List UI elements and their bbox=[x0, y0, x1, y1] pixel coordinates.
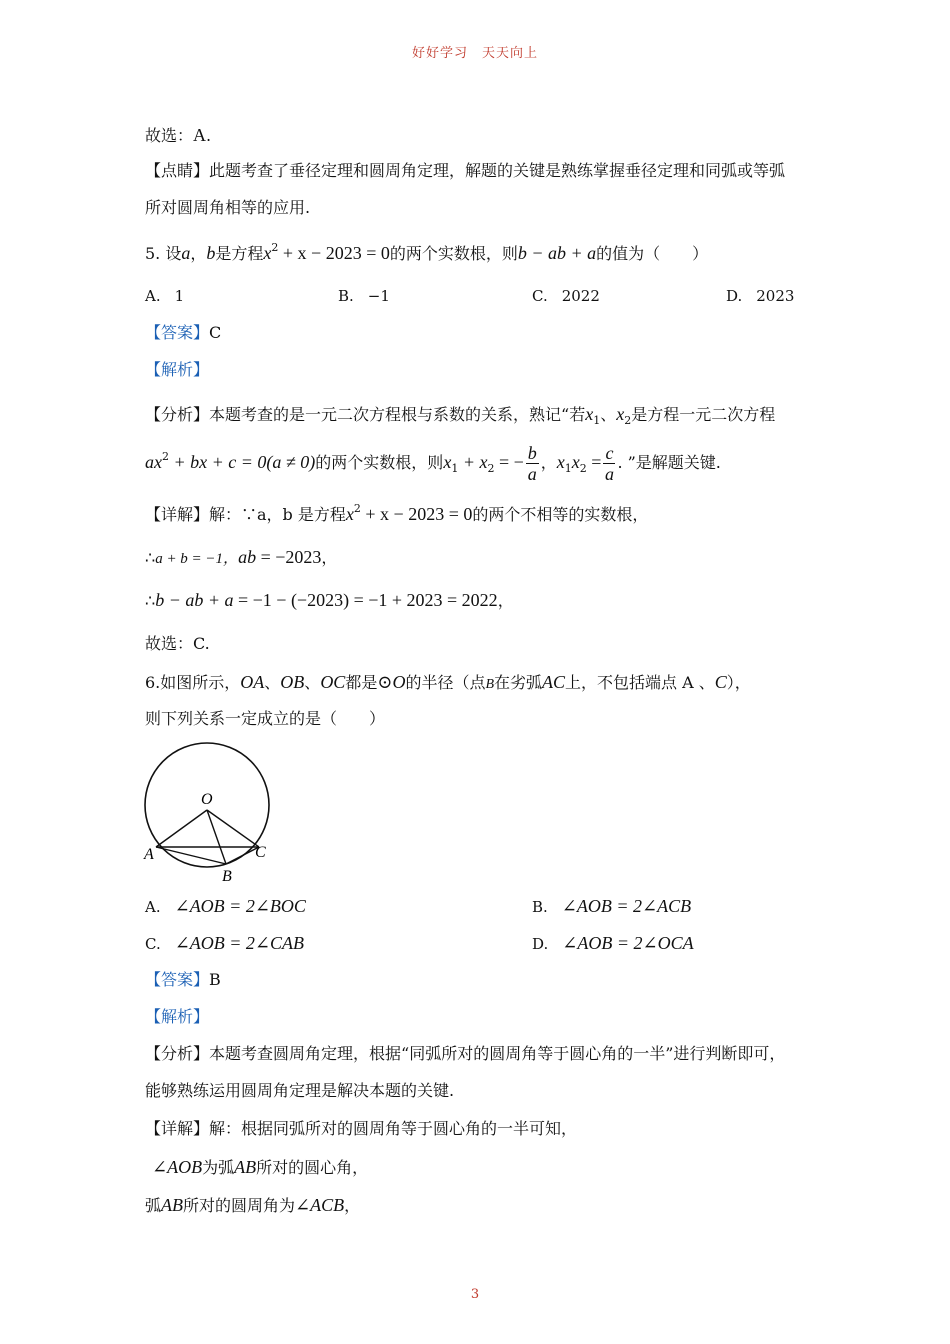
text: . bbox=[206, 126, 212, 145]
q6-option-c bbox=[145, 932, 304, 955]
q6-option-a bbox=[145, 895, 306, 918]
text: 解：根据同弧所对的圆周角等于圆心角的一半可知， bbox=[209, 1119, 578, 1138]
text: 所对的圆周角为 bbox=[183, 1196, 296, 1215]
label-b: B bbox=[222, 868, 232, 885]
numerator: c bbox=[605, 443, 614, 463]
q5-text: 的两个实数根，则 bbox=[389, 244, 518, 263]
option-label: D. bbox=[532, 935, 549, 953]
var: x bbox=[571, 452, 580, 472]
option-value: 1 bbox=[174, 287, 185, 305]
expr: b − ab + a bbox=[517, 243, 597, 263]
q5-fenxi-formula bbox=[145, 440, 721, 485]
fraction-b-a bbox=[526, 443, 539, 484]
fenxi-text: 能够熟练运用圆周角定理是解决本题的关键. bbox=[145, 1081, 455, 1100]
circle-figure bbox=[138, 735, 278, 885]
dianjing-line bbox=[145, 160, 785, 182]
eq: = −2023 bbox=[256, 547, 322, 567]
text: 弧 bbox=[145, 1196, 162, 1215]
eq: = bbox=[586, 452, 602, 472]
option-label: A. bbox=[145, 287, 161, 305]
q6-jiexi bbox=[145, 1006, 209, 1028]
cond: (a ≠ 0) bbox=[266, 452, 316, 472]
eq: = −1 − (−2023) = −1 + 2023 = 2022 bbox=[233, 590, 498, 610]
text: . ”是解题关键. bbox=[617, 453, 721, 472]
var: x bbox=[585, 404, 594, 424]
var: OA bbox=[240, 672, 265, 692]
segment-ob bbox=[207, 810, 226, 864]
eq: + bx + c = 0 bbox=[169, 452, 267, 472]
fenxi-text: 本题考查圆周角定理，根据“同弧所对的圆周角等于圆心角的一半”进行判断即可， bbox=[209, 1044, 786, 1063]
fraction-c-a bbox=[603, 443, 615, 484]
text: 为弧 bbox=[202, 1158, 235, 1177]
q5-final bbox=[145, 633, 210, 655]
eq: a + b = −1， bbox=[155, 551, 239, 567]
option-value: ∠AOB = 2∠ACB bbox=[561, 896, 692, 916]
numerator: b bbox=[527, 443, 537, 463]
q6-step-2 bbox=[145, 1194, 360, 1217]
sub: 2 bbox=[624, 414, 632, 427]
option-value: 2023 bbox=[756, 287, 795, 305]
var: AB bbox=[234, 1157, 257, 1177]
segment-oc bbox=[207, 810, 259, 847]
eq: + x − 2023 = 0 bbox=[360, 504, 473, 524]
q5-text: 5. 设 bbox=[145, 244, 182, 263]
var: OC bbox=[320, 672, 346, 692]
therefore: ∴ bbox=[145, 591, 156, 610]
eq: ax bbox=[145, 452, 162, 472]
sub: 2 bbox=[487, 462, 495, 475]
exp: 2 bbox=[353, 502, 361, 515]
q6-option-b bbox=[532, 895, 691, 918]
answer-value: C bbox=[209, 323, 222, 342]
q5-text: ， bbox=[190, 244, 207, 263]
var: + x bbox=[458, 452, 488, 472]
var: ab bbox=[238, 547, 257, 567]
label-a: A bbox=[144, 846, 154, 863]
option-value: ∠AOB = 2∠CAB bbox=[174, 933, 305, 953]
angle: ∠ACB bbox=[295, 1195, 345, 1215]
fenxi-text: 本题考查的是一元二次方程根与系数的关系，熟记“若 bbox=[209, 405, 586, 424]
q5-option-d bbox=[726, 285, 794, 307]
exp: 2 bbox=[271, 241, 279, 254]
dianjing-line-2 bbox=[145, 197, 310, 219]
var: AB bbox=[161, 1195, 184, 1215]
var-a: a bbox=[181, 243, 191, 263]
exp: 2 bbox=[162, 450, 169, 463]
text: ）， bbox=[726, 673, 751, 692]
answer-tag: 【答案】 bbox=[145, 323, 210, 342]
xiangjie-tag: 【详解】 bbox=[145, 1119, 210, 1138]
sep: ， bbox=[321, 548, 338, 567]
page-header bbox=[0, 42, 950, 61]
sub: 1 bbox=[451, 462, 459, 475]
header-right: 天天向上 bbox=[482, 46, 539, 61]
xiangjie-tag: 【详解】 bbox=[145, 505, 210, 524]
var: x bbox=[443, 452, 452, 472]
q5-text: 的值为（ ） bbox=[596, 244, 709, 263]
var: B bbox=[485, 677, 495, 692]
label-o: O bbox=[201, 791, 213, 808]
text: 的两个实数根，则 bbox=[315, 453, 444, 472]
fenxi-tag: 【分析】 bbox=[145, 1044, 210, 1063]
var: O bbox=[392, 672, 406, 692]
option-value: ∠AOB = 2∠OCA bbox=[562, 933, 694, 953]
var: OB bbox=[280, 672, 305, 692]
text: 的半径（点 bbox=[405, 673, 486, 692]
option-label: B. bbox=[532, 898, 548, 916]
option-label: C. bbox=[532, 287, 548, 305]
q6-answer bbox=[145, 969, 221, 991]
q6-option-d bbox=[532, 932, 694, 955]
label-c: C bbox=[255, 844, 266, 861]
q5-fenxi bbox=[145, 403, 775, 426]
text: 故选：C. bbox=[145, 634, 210, 653]
q5-option-b bbox=[338, 285, 390, 307]
q5-jiexi bbox=[145, 359, 209, 381]
question-6-line-2 bbox=[145, 708, 385, 730]
q5-xiangjie bbox=[145, 503, 648, 526]
var: x bbox=[556, 452, 565, 472]
option-label: D. bbox=[726, 287, 743, 305]
text: 的两个不相等的实数根， bbox=[472, 505, 649, 524]
page-number: 3 bbox=[470, 1287, 480, 1302]
sep: 、 bbox=[264, 673, 281, 692]
therefore: ∴ bbox=[145, 548, 156, 567]
sep: ， bbox=[497, 591, 514, 610]
sep: ， bbox=[344, 1196, 361, 1215]
dianjing-text-2: 所对圆周角相等的应用. bbox=[145, 198, 311, 217]
header-left: 好好学习 bbox=[411, 46, 468, 61]
eq: x bbox=[263, 243, 272, 263]
question-5 bbox=[145, 242, 708, 265]
sep: ， bbox=[540, 453, 557, 472]
fenxi-text: 是方程一元二次方程 bbox=[631, 405, 776, 424]
expr: b − ab + a bbox=[155, 590, 234, 610]
text: 则下列关系一定成立的是（ ） bbox=[145, 709, 386, 728]
q6-step-1 bbox=[152, 1156, 368, 1179]
var: C bbox=[714, 672, 727, 692]
sub: 1 bbox=[593, 414, 601, 427]
dianjing-tag: 【点睛】 bbox=[145, 161, 210, 180]
option-value: ∠AOB = 2∠BOC bbox=[174, 896, 306, 916]
answer-tag: 【答案】 bbox=[145, 970, 210, 989]
circle-symbol: ⊙ bbox=[377, 672, 393, 692]
dianjing-text: 此题考查了垂径定理和圆周角定理，解题的关键是熟练掌握垂径定理和同弧或等弧 bbox=[209, 161, 786, 180]
segment-oa bbox=[156, 810, 207, 847]
q6-xiangjie bbox=[145, 1118, 577, 1140]
eq: = − bbox=[494, 452, 524, 472]
question-6 bbox=[145, 671, 751, 696]
sep: 、 bbox=[304, 673, 321, 692]
text: 上，不包括端点 A 、 bbox=[565, 673, 715, 692]
text: 都是 bbox=[345, 673, 378, 692]
segment-ab bbox=[156, 847, 226, 864]
q5-option-c bbox=[532, 285, 600, 307]
sub: 2 bbox=[579, 462, 587, 475]
angle: ∠AOB bbox=[152, 1157, 203, 1177]
option-value: −1 bbox=[367, 287, 390, 305]
denominator: a bbox=[604, 464, 614, 484]
choice: A bbox=[193, 125, 207, 145]
sub: 1 bbox=[564, 462, 572, 475]
q5-step-2 bbox=[145, 589, 514, 612]
text: 解：∵a，b 是方程 bbox=[209, 505, 346, 524]
denominator: a bbox=[527, 464, 537, 484]
conclusion-line bbox=[145, 124, 211, 147]
q5-step-1 bbox=[145, 546, 337, 570]
eq: + x − 2023 = 0 bbox=[278, 243, 390, 263]
sep: 、 bbox=[600, 405, 617, 424]
var: AC bbox=[542, 672, 566, 692]
text: 在劣弧 bbox=[494, 673, 543, 692]
option-label: A. bbox=[145, 898, 161, 916]
var: x bbox=[616, 404, 625, 424]
q6-fenxi bbox=[145, 1043, 785, 1065]
jiexi-tag: 【解析】 bbox=[145, 1007, 210, 1026]
circle-diagram bbox=[138, 735, 278, 885]
text: 所对的圆心角， bbox=[256, 1158, 369, 1177]
q5-option-a bbox=[145, 285, 184, 307]
q5-text: 是方程 bbox=[215, 244, 264, 263]
var-b: b bbox=[206, 243, 216, 263]
option-value: 2022 bbox=[561, 287, 600, 305]
option-label: B. bbox=[338, 287, 354, 305]
answer-value: B bbox=[209, 970, 221, 989]
text: 故选： bbox=[145, 126, 194, 145]
text: 6.如图所示， bbox=[145, 673, 241, 692]
q5-answer bbox=[145, 322, 221, 344]
fenxi-tag: 【分析】 bbox=[145, 405, 210, 424]
var: x bbox=[345, 504, 354, 524]
q6-fenxi-2 bbox=[145, 1080, 454, 1102]
option-label: C. bbox=[145, 935, 161, 953]
jiexi-tag: 【解析】 bbox=[145, 360, 210, 379]
